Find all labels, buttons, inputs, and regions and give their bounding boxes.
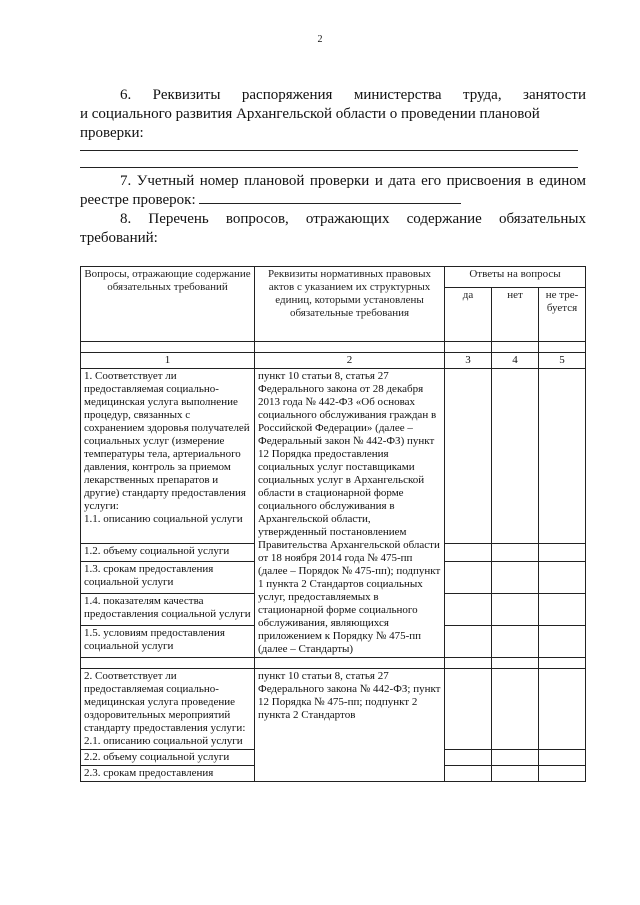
answer-not-required-cell[interactable] bbox=[539, 369, 586, 544]
section-7-line-2: реестре проверок: bbox=[80, 192, 196, 208]
question-cell bbox=[81, 669, 255, 750]
header-not-required: не тре-буется bbox=[539, 288, 586, 342]
question-1-2: 1.2. объему социальной услуги bbox=[81, 544, 255, 562]
answer-yes-cell[interactable] bbox=[445, 625, 492, 657]
section-7-paragraph bbox=[80, 172, 586, 210]
answer-no-cell[interactable] bbox=[492, 669, 539, 750]
answer-not-required-cell[interactable] bbox=[539, 625, 586, 657]
question-2-2: 2.2. объему социальной услуги bbox=[81, 750, 255, 766]
question-1-main: 1. Соответствует ли предоставляемая социально-медицинская услуга выполнение процедур, связанных с сохранением здоровья получателей социальных услуг (измерение температуры тела, артериального давления, контроль за приемом лекарственных препаратов и другие) стандарту предоставления услуги: bbox=[84, 370, 250, 512]
section-6-paragraph bbox=[80, 86, 586, 143]
header-yes: да bbox=[445, 288, 492, 342]
question-1-1: 1.1. описанию социальной услуги bbox=[84, 513, 243, 525]
section-6-line-2: и социального развития Архангельской области о проведении плановой bbox=[80, 106, 540, 122]
header-requisites: Реквизиты нормативных правовых актов с указанием их структурных единиц, которыми установлены обязательные требования bbox=[255, 267, 445, 342]
requisites-cell-1: пункт 10 статьи 8, статья 27 Федерального закона от 28 декабря 2013 года № 442-ФЗ «Об основах социального обслуживания граждан в Российской Федерации» (далее – Федеральный закон № 442-ФЗ) пункт 12 Порядка предоставления социальных услуг поставщиками социальных услуг в Архангельской области в стационарной форме социального обслуживания в Архангельской области, утвержденный постановлением Правительства Архангельской области от 18 ноября 2014 года № 475-пп (далее – Порядок № 475-пп); подпункт 1 пункта 2 Стандартов социальных услуг, предоставляемых в стационарной форме социального обслуживания, являющихся приложением к Порядку № 475-пп (далее – Стандарты) bbox=[255, 369, 445, 658]
fill-in-line-1[interactable] bbox=[80, 150, 578, 151]
answer-no-cell[interactable] bbox=[492, 544, 539, 562]
answer-no-cell[interactable] bbox=[492, 750, 539, 766]
page-number: 2 bbox=[317, 34, 323, 45]
answer-no-cell[interactable] bbox=[492, 369, 539, 544]
requirements-table bbox=[80, 266, 586, 782]
answer-not-required-cell[interactable] bbox=[539, 594, 586, 626]
answer-not-required-cell[interactable] bbox=[539, 544, 586, 562]
answer-yes-cell[interactable] bbox=[445, 562, 492, 594]
fill-in-line-2[interactable] bbox=[80, 167, 578, 168]
answer-not-required-cell[interactable] bbox=[539, 669, 586, 750]
column-number-row bbox=[81, 353, 586, 369]
answer-not-required-cell[interactable] bbox=[539, 766, 586, 782]
section-6-line-1: 6. Реквизиты распоряжения министерства труда, занятости bbox=[120, 87, 586, 103]
section-8-line-1: 8. Перечень вопросов, отражающих содержание обязательных bbox=[120, 211, 586, 227]
registry-number-blank[interactable] bbox=[199, 191, 461, 204]
section-8-line-2: требований: bbox=[80, 230, 158, 246]
header-questions: Вопросы, отражающие содержание обязательных требований bbox=[81, 267, 255, 342]
question-2-main: 2. Соответствует ли предоставляемая социально-медицинская услуга проведение оздоровительных мероприятий стандарту предоставления услуги: bbox=[84, 670, 246, 734]
table-gap-row bbox=[81, 342, 586, 353]
answer-not-required-cell[interactable] bbox=[539, 750, 586, 766]
question-2-3: 2.3. срокам предоставления bbox=[81, 766, 255, 782]
requisites-cell-2: пункт 10 статьи 8, статья 27 Федерального закона № 442-ФЗ; пункт 12 Порядка № 475-пп; подпункт 2 пункта 2 Стандартов bbox=[255, 669, 445, 782]
answer-not-required-cell[interactable] bbox=[539, 562, 586, 594]
column-number: 4 bbox=[492, 353, 539, 369]
answer-yes-cell[interactable] bbox=[445, 669, 492, 750]
table-row bbox=[81, 369, 586, 544]
table-header-row bbox=[81, 267, 586, 288]
answer-yes-cell[interactable] bbox=[445, 369, 492, 544]
column-number: 3 bbox=[445, 353, 492, 369]
question-1-3: 1.3. срокам предоставления социальной услуги bbox=[81, 562, 255, 594]
answer-no-cell[interactable] bbox=[492, 562, 539, 594]
answer-yes-cell[interactable] bbox=[445, 766, 492, 782]
answer-yes-cell[interactable] bbox=[445, 750, 492, 766]
section-7-line-1: 7. Учетный номер плановой проверки и дата его присвоения в едином bbox=[120, 173, 586, 189]
table-row bbox=[81, 669, 586, 750]
column-number: 5 bbox=[539, 353, 586, 369]
header-answers: Ответы на вопросы bbox=[445, 267, 586, 288]
header-no: нет bbox=[492, 288, 539, 342]
section-8-paragraph bbox=[80, 210, 586, 248]
answer-no-cell[interactable] bbox=[492, 766, 539, 782]
answer-no-cell[interactable] bbox=[492, 625, 539, 657]
column-number: 1 bbox=[81, 353, 255, 369]
column-number: 2 bbox=[255, 353, 445, 369]
question-cell bbox=[81, 369, 255, 544]
section-6-line-3: проверки: bbox=[80, 125, 144, 141]
question-2-1: 2.1. описанию социальной услуги bbox=[84, 735, 243, 747]
answer-yes-cell[interactable] bbox=[445, 594, 492, 626]
question-1-4: 1.4. показателям качества предоставления социальной услуги bbox=[81, 594, 255, 626]
question-1-5: 1.5. условиям предоставления социальной услуги bbox=[81, 625, 255, 657]
answer-no-cell[interactable] bbox=[492, 594, 539, 626]
answer-yes-cell[interactable] bbox=[445, 544, 492, 562]
table-gap-row bbox=[81, 658, 586, 669]
